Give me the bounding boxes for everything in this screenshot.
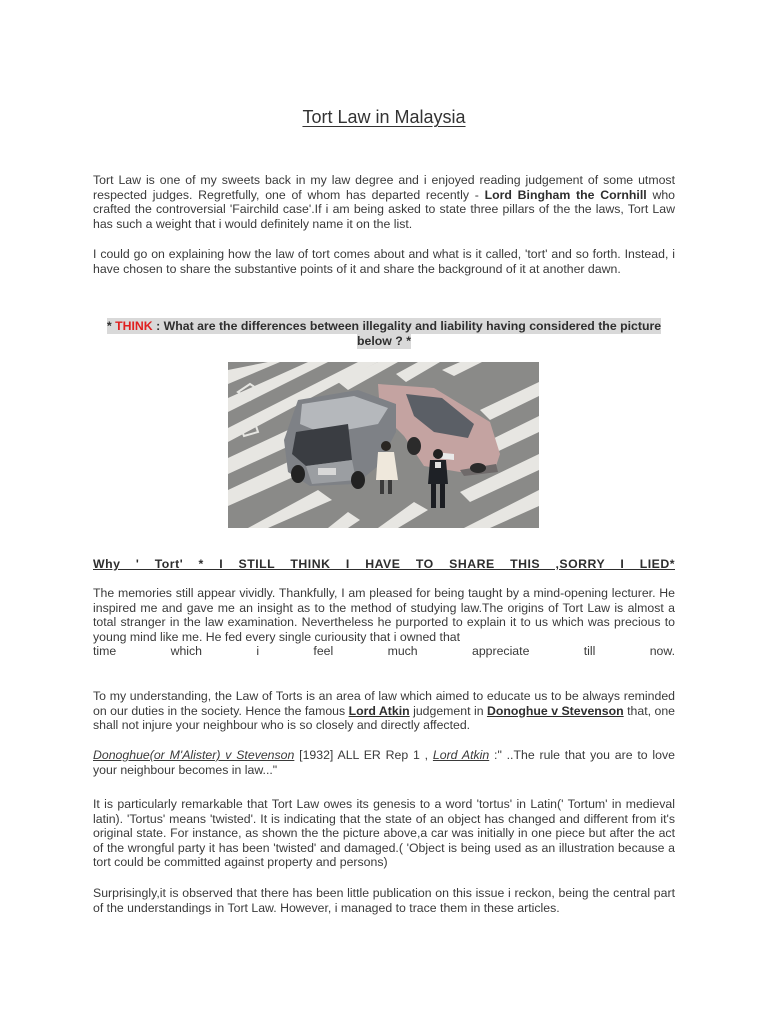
genesis-paragraph — [93, 797, 675, 870]
genesis-paragraph-text: It is particularly remarkable that Tort Law owes its genesis to a word 'tortus' in Latin(' Tortum' in medieval latin). 'Tortus' means 'twisted'. It is indicating that the state of an object has changed and different from it's original state. For instance, as shown the the picture above,a car was initially in one piece but after the act of the wrongful party it has been 'twisted' and damaged.( 'Object is being used as an illustration because a tort could be committed against property and persons) — [93, 797, 675, 870]
understanding-paragraph — [93, 689, 675, 733]
car-accident-photo — [228, 362, 539, 528]
publication-paragraph-text: Surprisingly,it is observed that there has been little publication on this issue i reckon, being the central part of the understandings in Tort Law. However, i managed to trace them in these articles. — [93, 886, 675, 915]
think-word: THINK — [115, 319, 153, 333]
citation-paragraph — [93, 748, 675, 777]
intro-paragraph-text — [93, 173, 675, 231]
think-question — [93, 319, 675, 349]
citation-text-1: [1932] ALL ER Rep 1 , — [294, 748, 433, 762]
why-tort-heading: Why ' Tort' * I STILL THINK I HAVE TO SHARE THIS ,SORRY I LIED* — [93, 557, 675, 571]
understanding-text-1: To my understanding, the Law of Torts is an area of law which aimed to educate us to be always reminded on our duties in the society. Hence the famous — [93, 689, 675, 718]
donoghue-citation: Donoghue(or M'Alister) v Stevenson — [93, 748, 295, 762]
memories-paragraph-body: The memories still appear vividly. Thankfully, I am pleased for being taught by a mind-opening lecturer. He inspired me and gave me an insight as to the method of studying law.The origins of Tort Law is almost a total stranger in the law examination. Nevertheless he purported to explain it to us which was precious to young mind like me. He fed every single curiousity that i owned that — [93, 586, 675, 644]
lord-atkin-citation: Lord Atkin — [432, 748, 490, 762]
understanding-paragraph-text — [93, 689, 675, 733]
citation-text-2: :" ..The rule that you are to love your neighbour becomes in law..." — [93, 748, 675, 777]
page-title — [0, 107, 768, 128]
lord-bingham-bold: Lord Bingham the Cornhill — [484, 187, 647, 202]
think-line-2: below ? * — [357, 334, 411, 348]
understanding-text-2: judgement in — [409, 703, 487, 718]
citation-paragraph-text — [93, 748, 675, 777]
understanding-text-3: that, one shall not injure your neighbour who is so closely and directly affected. — [93, 703, 675, 733]
memories-paragraph-tail: time which i feel much appreciate till now. — [93, 644, 675, 659]
donoghue-case-link: Donoghue v Stevenson — [486, 703, 624, 718]
page-title-text: Tort Law in Malaysia — [302, 107, 466, 127]
intro-text-2: who crafted the controversial 'Fairchild case'.If i am being asked to state three pillars of the the laws, Tort Law has such a weight that i would definitely name it on the list. — [93, 187, 676, 231]
intro-paragraph — [93, 173, 675, 231]
second-paragraph — [93, 247, 675, 276]
car-accident-illustration — [228, 362, 539, 528]
think-line-1: : What are the differences between illegality and liability having considered the picture — [152, 319, 662, 333]
second-paragraph-text: I could go on explaining how the law of tort comes about and what is it called, 'tort' and so forth. Instead, i have chosen to share the substantive points of it and share the background of it at another dawn. — [93, 247, 675, 276]
publication-paragraph — [93, 886, 675, 915]
memories-paragraph — [93, 586, 675, 659]
lord-atkin-link: Lord Atkin — [348, 703, 410, 718]
intro-text-1: Tort Law is one of my sweets back in my law degree and i enjoyed reading judgement of some utmost respected judges. Regretfully, one of whom has departed recently - — [93, 173, 675, 202]
think-highlight — [107, 318, 661, 334]
think-star: * — [106, 319, 116, 333]
